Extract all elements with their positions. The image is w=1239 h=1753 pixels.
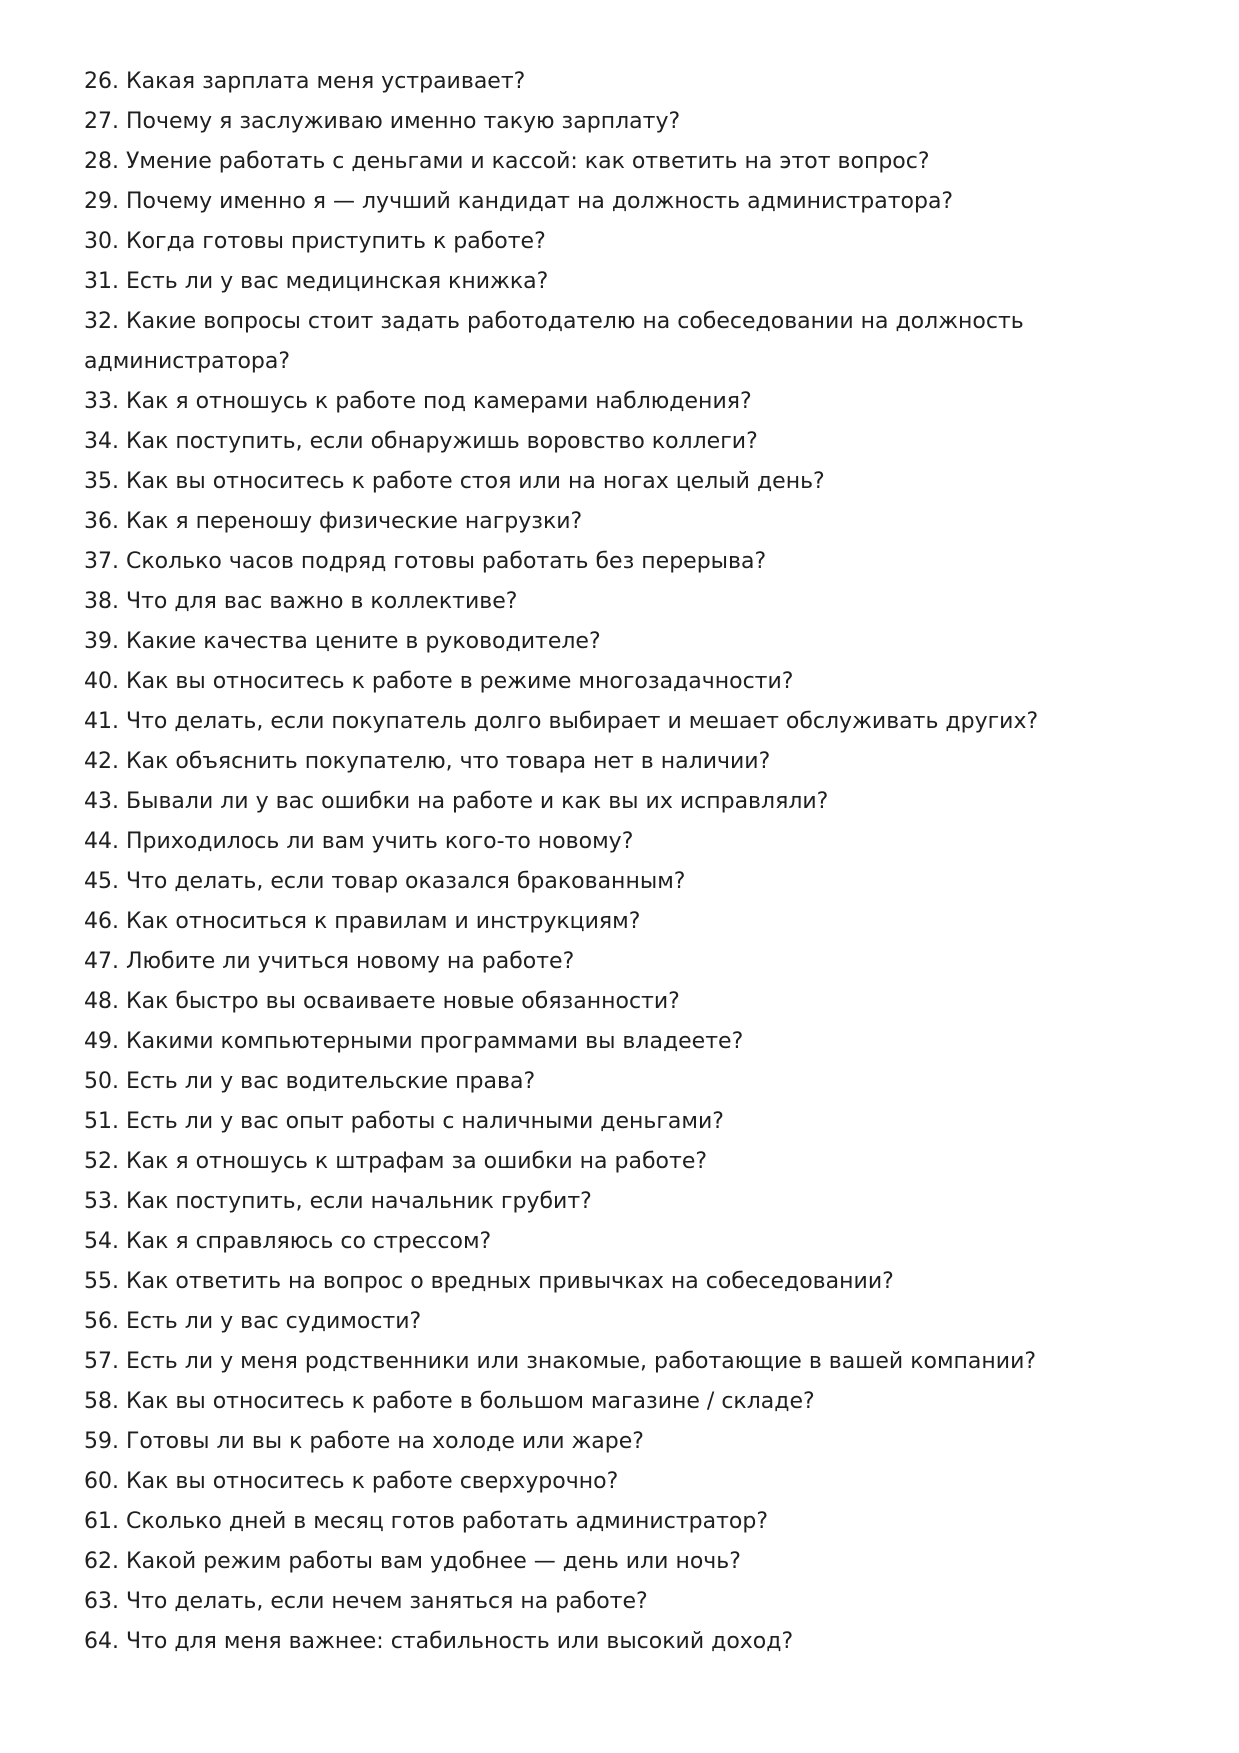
question-item: 56. Есть ли у вас судимости? (84, 1309, 422, 1334)
question-item: 28. Умение работать с деньгами и кассой: как ответить на этот вопрос? (84, 149, 930, 174)
question-item: 36. Как я переношу физические нагрузки? (84, 509, 583, 534)
question-item: 48. Как быстро вы осваиваете новые обязанности? (84, 989, 680, 1014)
question-item: 41. Что делать, если покупатель долго выбирает и мешает обслуживать других? (84, 709, 1039, 734)
question-item: 29. Почему именно я — лучший кандидат на должность администратора? (84, 189, 954, 214)
question-item: 46. Как относиться к правилам и инструкциям? (84, 909, 641, 934)
question-item: 31. Есть ли у вас медицинская книжка? (84, 269, 549, 294)
question-list (84, 62, 1164, 1662)
question-item: 27. Почему я заслуживаю именно такую зарплату? (84, 109, 681, 134)
question-item: 26. Какая зарплата меня устраивает? (84, 69, 526, 94)
question-item: 38. Что для вас важно в коллективе? (84, 589, 518, 614)
question-item: 62. Какой режим работы вам удобнее — день или ночь? (84, 1549, 741, 1574)
question-item: 60. Как вы относитесь к работе сверхурочно? (84, 1469, 619, 1494)
question-item: 43. Бывали ли у вас ошибки на работе и как вы их исправляли? (84, 789, 829, 814)
question-item: 35. Как вы относитесь к работе стоя или на ногах целый день? (84, 469, 825, 494)
question-item: 64. Что для меня важнее: стабильность или высокий доход? (84, 1629, 794, 1654)
question-item: 37. Сколько часов подряд готовы работать без перерыва? (84, 549, 767, 574)
question-item: 34. Как поступить, если обнаружишь воровство коллеги? (84, 429, 758, 454)
question-item: 57. Есть ли у меня родственники или знакомые, работающие в вашей компании? (84, 1349, 1037, 1374)
question-item: 58. Как вы относитесь к работе в большом магазине / складе? (84, 1389, 815, 1414)
question-item: 39. Какие качества цените в руководителе? (84, 629, 601, 654)
question-item: 33. Как я отношусь к работе под камерами наблюдения? (84, 389, 752, 414)
question-item: 63. Что делать, если нечем заняться на работе? (84, 1589, 648, 1614)
question-item: 42. Как объяснить покупателю, что товара нет в наличии? (84, 749, 771, 774)
question-item: 53. Как поступить, если начальник грубит? (84, 1189, 592, 1214)
question-item: 50. Есть ли у вас водительские права? (84, 1069, 536, 1094)
question-item: 55. Как ответить на вопрос о вредных привычках на собеседовании? (84, 1269, 894, 1294)
question-item: 30. Когда готовы приступить к работе? (84, 229, 546, 254)
question-item: 51. Есть ли у вас опыт работы с наличными деньгами? (84, 1109, 724, 1134)
question-item: 44. Приходилось ли вам учить кого-то новому? (84, 829, 634, 854)
question-item: 47. Любите ли учиться новому на работе? (84, 949, 575, 974)
question-item: 45. Что делать, если товар оказался бракованным? (84, 869, 686, 894)
question-item: 49. Какими компьютерными программами вы владеете? (84, 1029, 744, 1054)
question-item: 40. Как вы относитесь к работе в режиме многозадачности? (84, 669, 794, 694)
question-item: 32. Какие вопросы стоит задать работодателю на собеседовании на должность администратора? (84, 309, 1024, 374)
question-item: 61. Сколько дней в месяц готов работать администратор? (84, 1509, 769, 1534)
question-item: 52. Как я отношусь к штрафам за ошибки на работе? (84, 1149, 708, 1174)
question-item: 59. Готовы ли вы к работе на холоде или жаре? (84, 1429, 644, 1454)
question-item: 54. Как я справляюсь со стрессом? (84, 1229, 492, 1254)
